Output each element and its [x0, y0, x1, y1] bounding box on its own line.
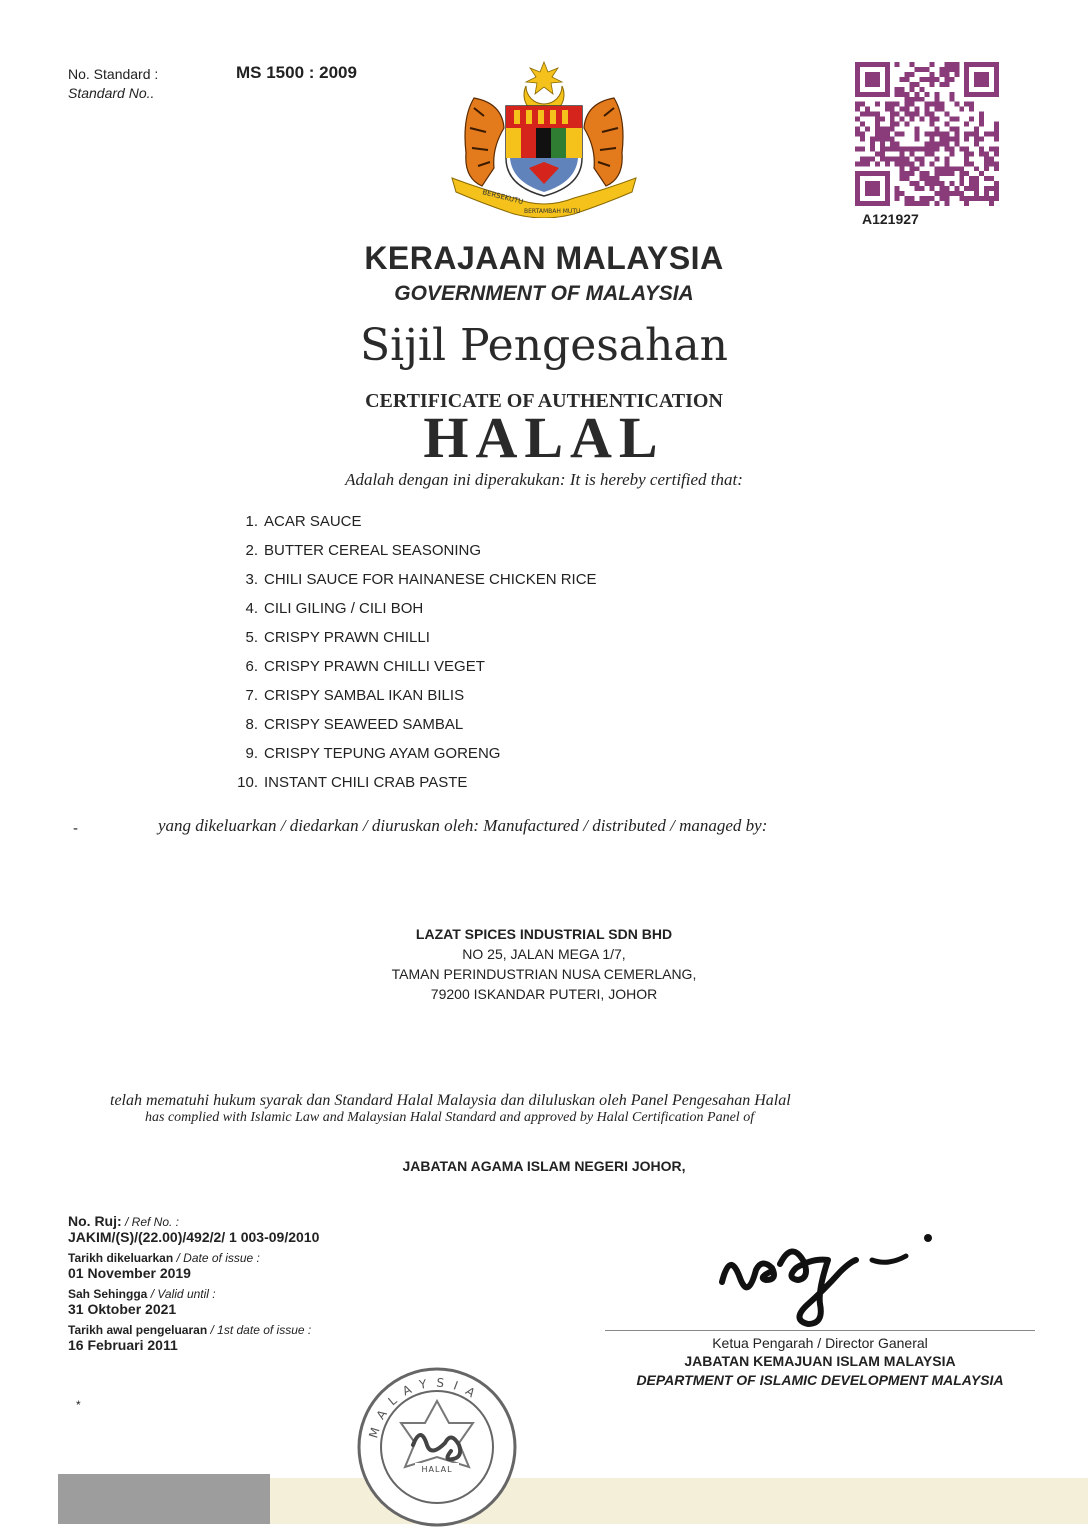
crest-motto-left: BERSEKUTU	[481, 188, 525, 207]
signature-icon	[700, 1220, 950, 1330]
issue-date-label-ms: Tarikh dikeluarkan	[68, 1251, 174, 1265]
first-issue-label	[68, 1323, 319, 1337]
valid-until-label-ms: Sah Sehingga	[68, 1287, 148, 1301]
issuing-authority: JABATAN AGAMA ISLAM NEGERI JOHOR,	[402, 1158, 686, 1174]
valid-until-label-en: / Valid until :	[150, 1287, 216, 1301]
asterisk-mark: *	[76, 1398, 81, 1412]
issue-date-label-en: / Date of issue :	[176, 1251, 260, 1265]
product-number: 3.	[245, 571, 258, 588]
list-item	[222, 628, 597, 657]
list-item	[222, 715, 597, 744]
valid-until-value: 31 Oktober 2021	[68, 1301, 177, 1317]
product-name: CRISPY SEAWEED SAMBAL	[264, 716, 464, 733]
halal-seal-icon	[355, 1365, 520, 1530]
list-item	[222, 686, 597, 715]
company-address-line-3: 79200 ISKANDAR PUTERI, JOHOR	[430, 986, 658, 1002]
product-name: INSTANT CHILI CRAB PASTE	[264, 774, 468, 791]
company-address-line-1: NO 25, JALAN MEGA 1/7,	[462, 946, 626, 962]
product-number: 2.	[245, 542, 258, 559]
product-name: BUTTER CEREAL SEASONING	[264, 542, 481, 559]
product-number: 1.	[245, 513, 258, 530]
list-item	[222, 512, 597, 541]
ref-label	[68, 1213, 319, 1229]
list-item	[222, 599, 597, 628]
product-number: 4.	[245, 600, 258, 617]
standard-label-en: Standard No..	[68, 85, 155, 101]
qr-code-icon	[855, 62, 999, 206]
signatory-title: Ketua Pengarah / Director Ganeral	[712, 1335, 928, 1351]
product-number: 9.	[245, 745, 258, 762]
product-name: CHILI SAUCE FOR HAINANESE CHICKEN RICE	[264, 571, 597, 588]
company-name: LAZAT SPICES INDUSTRIAL SDN BHD	[415, 926, 673, 942]
signature-line	[605, 1330, 1035, 1331]
standard-label	[68, 65, 158, 103]
standard-value: MS 1500 : 2009	[236, 63, 357, 82]
first-issue-label-en: / 1st date of issue :	[210, 1323, 312, 1337]
list-item	[222, 570, 597, 599]
product-name: CRISPY PRAWN CHILLI	[264, 629, 430, 646]
signatory-department-en: DEPARTMENT OF ISLAMIC DEVELOPMENT MALAYSIA	[636, 1372, 1004, 1388]
compliance-statement-en: has complied with Islamic Law and Malaysian Halal Standard and approved by Halal Certification Panel of	[145, 1110, 755, 1125]
certificate-title-ms: Sijil Pengesahan	[360, 320, 728, 371]
product-name: CRISPY TEPUNG AYAM GORENG	[264, 745, 501, 762]
compliance-statement-ms: telah mematuhi hukum syarak dan Standard Halal Malaysia dan diluluskan oleh Panel Pengesahan Halal	[110, 1092, 791, 1109]
seal-halal-label: HALAL	[421, 1465, 453, 1474]
certified-statement: Adalah dengan ini diperakukan: It is hereby certified that:	[345, 470, 743, 489]
list-item	[222, 744, 597, 773]
ref-value: JAKIM/(S)/(22.00)/492/2/ 1 003-09/2010	[68, 1229, 320, 1245]
product-number: 7.	[245, 687, 258, 704]
crest-motto-bottom: BERTAMBAH MUTU	[524, 208, 581, 215]
product-name: ACAR SAUCE	[264, 513, 362, 530]
serial-number: A121927	[862, 211, 919, 227]
first-issue-label-ms: Tarikh awal pengeluaran	[68, 1323, 208, 1337]
product-number: 5.	[245, 629, 258, 646]
product-name: CRISPY SAMBAL IKAN BILIS	[264, 687, 465, 704]
government-title-ms: KERAJAAN MALAYSIA	[364, 240, 724, 276]
product-number: 6.	[245, 658, 258, 675]
certificate-title-en: CERTIFICATE OF AUTHENTICATION	[365, 390, 723, 412]
list-item	[222, 773, 597, 802]
list-item	[222, 657, 597, 686]
manufacturer-statement: yang dikeluarkan / diedarkan / diuruskan oleh: Manufactured / distributed / managed by:	[158, 816, 768, 835]
company-address-line-2: TAMAN PERINDUSTRIAN NUSA CEMERLANG,	[391, 966, 697, 982]
seal-ring-text: MALAYSIA	[366, 1375, 485, 1440]
footer-gray-bar	[58, 1474, 270, 1524]
halal-title: HALAL	[423, 405, 665, 470]
ref-label-ms: No. Ruj:	[68, 1213, 122, 1229]
product-name: CRISPY PRAWN CHILLI VEGET	[264, 658, 485, 675]
valid-until-label	[68, 1287, 319, 1301]
issue-date-value: 01 November 2019	[68, 1265, 191, 1281]
manufacturer-dash: -	[73, 820, 78, 837]
standard-label-ms: No. Standard :	[68, 66, 159, 82]
product-number: 10.	[237, 774, 258, 791]
coat-of-arms-icon	[444, 58, 644, 218]
company-block	[0, 924, 1088, 1004]
ref-label-en: / Ref No. :	[125, 1215, 180, 1229]
reference-block	[68, 1213, 319, 1359]
first-issue-value: 16 Februari 2011	[68, 1337, 178, 1353]
product-number: 8.	[245, 716, 258, 733]
issue-date-label	[68, 1251, 319, 1265]
product-name: CILI GILING / CILI BOH	[264, 600, 424, 617]
government-title-en: GOVERNMENT OF MALAYSIA	[394, 282, 694, 305]
product-list	[222, 512, 597, 802]
list-item	[222, 541, 597, 570]
signatory-department-ms: JABATAN KEMAJUAN ISLAM MALAYSIA	[684, 1353, 956, 1369]
